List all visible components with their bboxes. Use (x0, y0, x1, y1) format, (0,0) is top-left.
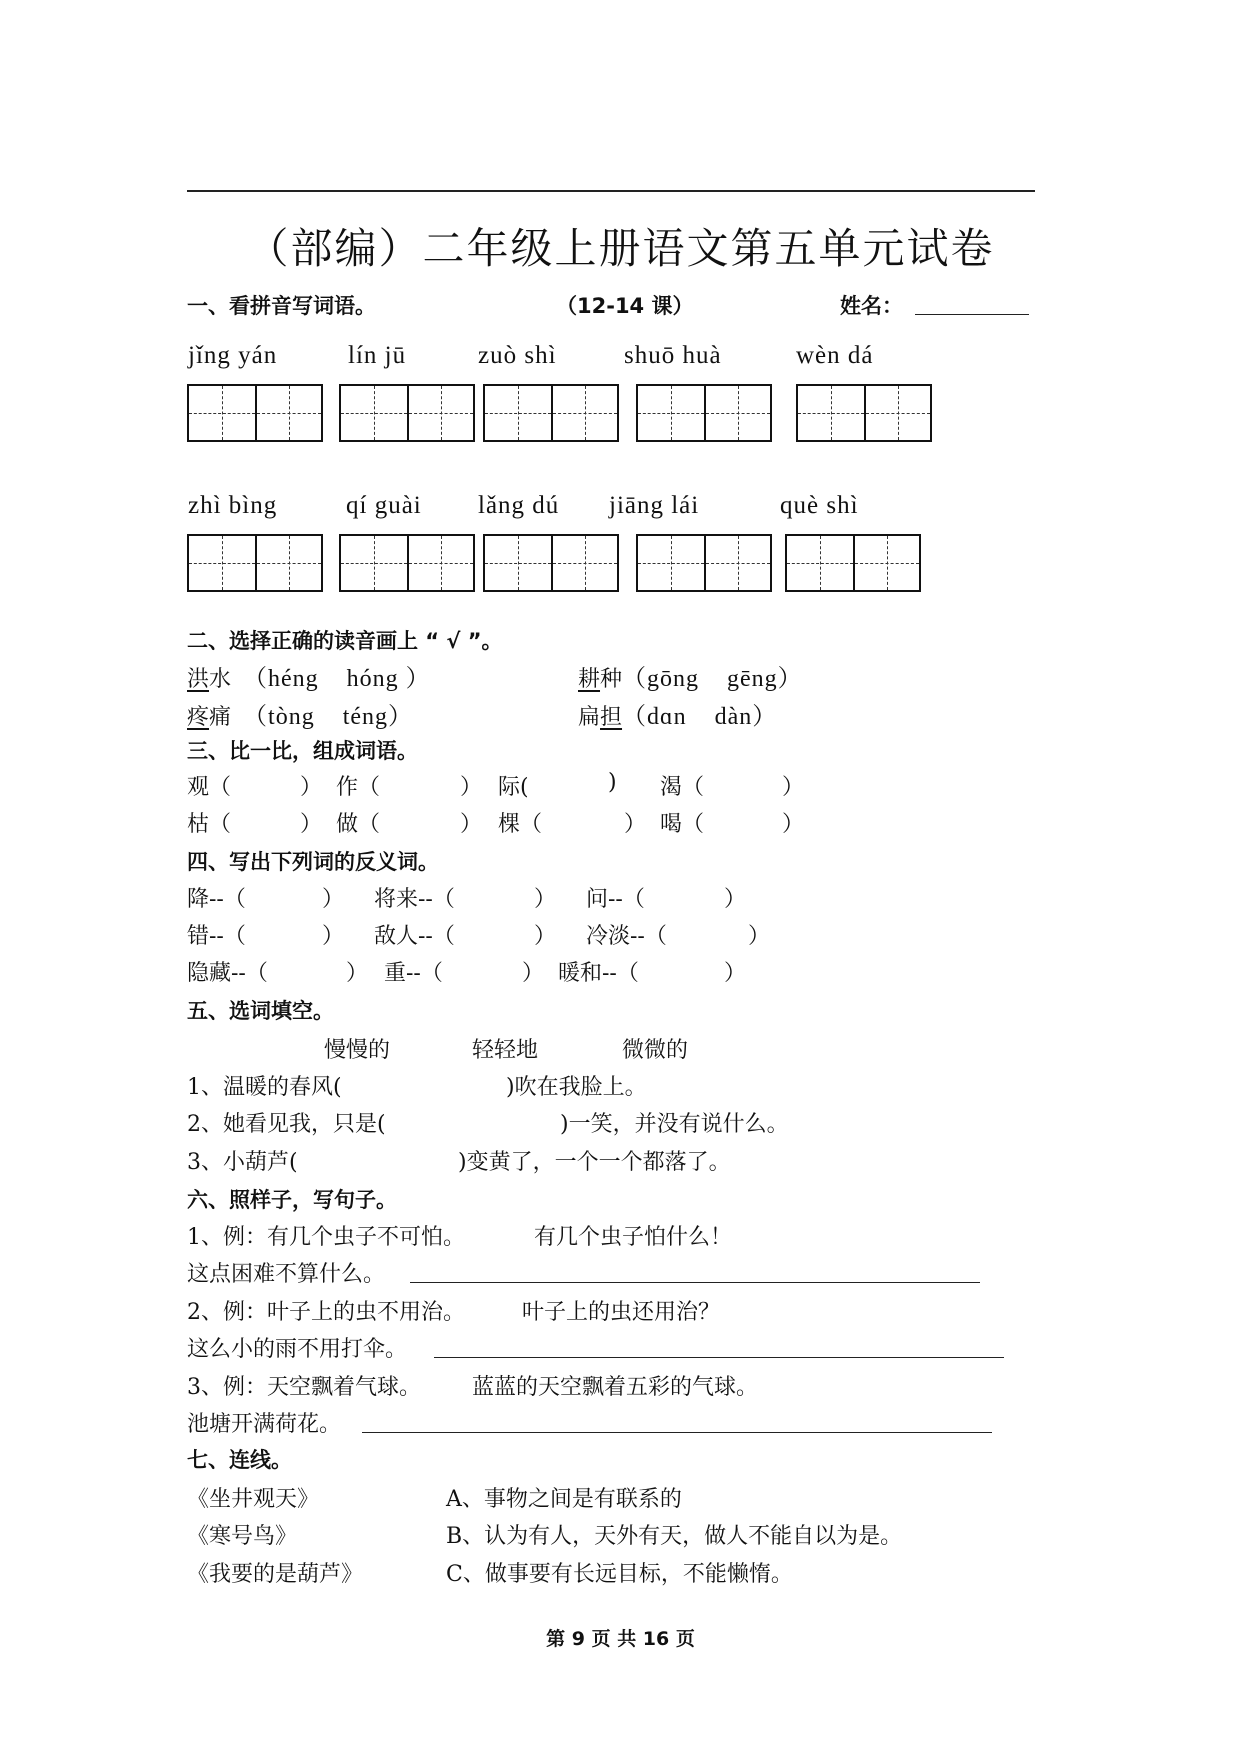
example-sentence: 2、例：叶子上的虫不用治。 (187, 1300, 465, 1325)
antonym-item: ） (322, 887, 345, 912)
example-sentence: 蓝蓝的天空飘着五彩的气球。 (472, 1375, 759, 1400)
writing-grid[interactable] (636, 384, 772, 442)
antonym-item: 冷淡--（ (586, 924, 667, 949)
antonym-item: 降--（ (187, 887, 246, 912)
compare-item: ） (624, 812, 647, 837)
pinyin: qí guài (346, 492, 422, 519)
pinyin: jiāng lái (609, 492, 700, 519)
compare-item: ） (782, 775, 805, 800)
task-sentence: 这么小的雨不用打伞。 (187, 1337, 408, 1362)
compare-item: 渴（ (660, 775, 705, 800)
fill-question: )一笑，并没有说什么。 (560, 1112, 789, 1137)
answer-line[interactable] (434, 1357, 1004, 1358)
story-title[interactable]: 《坐井观天》 (187, 1487, 320, 1512)
moral-option[interactable]: C、做事要有长远目标，不能懒惰。 (446, 1562, 793, 1587)
writing-grid[interactable] (339, 384, 475, 442)
story-title[interactable]: 《我要的是葫芦》 (187, 1562, 364, 1587)
pinyin: què shì (780, 492, 859, 519)
antonym-item: ） (534, 887, 557, 912)
writing-grid[interactable] (636, 534, 772, 592)
section5-heading: 五、选词填空。 (187, 999, 334, 1023)
antonym-item: ） (724, 961, 747, 986)
fill-question: 3、小葫芦( (187, 1150, 298, 1175)
target-char: 疼 (187, 705, 210, 730)
word-choice: 微微的 (622, 1038, 689, 1063)
lessons-label: （12-14 课） (556, 294, 694, 318)
rest-char: 痛 (209, 705, 232, 730)
reading-item (187, 658, 431, 693)
compare-item: ） (460, 812, 483, 837)
answer-line[interactable] (410, 1282, 980, 1283)
compare-item: ) (608, 770, 617, 795)
writing-grid[interactable] (483, 534, 619, 592)
pinyin: shuō huà (624, 342, 722, 369)
example-sentence: 叶子上的虫还用治？ (522, 1300, 721, 1325)
antonym-item: 重--（ (384, 961, 443, 986)
section3-heading: 三、比一比，组成词语。 (187, 739, 418, 763)
antonym-item: ） (748, 924, 771, 949)
writing-grid[interactable] (483, 384, 619, 442)
pinyin-options[interactable]: （dɑn dàn） (622, 704, 778, 730)
antonym-item: ） (522, 961, 545, 986)
compare-item: 做（ (336, 812, 381, 837)
compare-item: ） (782, 812, 805, 837)
example-sentence: 有几个虫子怕什么！ (534, 1225, 733, 1250)
word-choice: 慢慢的 (324, 1038, 391, 1063)
reading-item (187, 696, 413, 731)
top-rule (187, 190, 1035, 192)
target-char: 洪 (187, 667, 210, 692)
pinyin-options[interactable]: （gōng gēng） (622, 666, 803, 692)
target-char: 耕 (578, 667, 601, 692)
compare-item: 棵（ (498, 812, 543, 837)
fill-question: )吹在我脸上。 (506, 1075, 647, 1100)
pinyin-options[interactable]: （tòng téng） (243, 704, 414, 730)
compare-item: 作（ (336, 775, 381, 800)
pinyin: lín jū (348, 342, 407, 369)
compare-item: 喝（ (660, 812, 705, 837)
writing-grid[interactable] (796, 384, 932, 442)
rest-char: 水 (209, 667, 232, 692)
compare-item: 枯（ (187, 812, 232, 837)
page-title: （部编）二年级上册语文第五单元试卷 (246, 224, 995, 273)
writing-grid[interactable] (785, 534, 921, 592)
moral-option[interactable]: A、事物之间是有联系的 (446, 1487, 682, 1512)
story-title[interactable]: 《寒号鸟》 (187, 1524, 298, 1549)
example-sentence: 3、例：天空飘着气球。 (187, 1375, 421, 1400)
section6-heading: 六、照样子，写句子。 (187, 1188, 397, 1212)
writing-grid[interactable] (187, 534, 323, 592)
antonym-item: 隐藏--（ (187, 961, 268, 986)
reading-item (578, 658, 803, 693)
task-sentence: 这点困难不算什么。 (187, 1262, 386, 1287)
rest-char: 种 (600, 667, 623, 692)
rest-char: 扁 (578, 705, 601, 730)
pinyin-options[interactable]: （héng hóng ） (243, 666, 431, 692)
reading-item (578, 696, 777, 731)
compare-item: 观（ (187, 775, 232, 800)
answer-line[interactable] (362, 1432, 992, 1433)
section1-heading: 一、看拼音写词语。 (187, 294, 376, 318)
compare-item: 际( (498, 775, 529, 800)
task-sentence: 池塘开满荷花。 (187, 1412, 342, 1437)
compare-item: ） (300, 775, 323, 800)
antonym-item: ） (534, 924, 557, 949)
antonym-item: ） (322, 924, 345, 949)
pinyin: wèn dá (796, 342, 874, 369)
pinyin: zuò shì (478, 342, 557, 369)
antonym-item: 暖和--（ (558, 961, 639, 986)
section7-heading: 七、连线。 (187, 1448, 292, 1472)
antonym-item: 敌人--（ (374, 924, 455, 949)
pinyin: jǐng yán (188, 342, 278, 369)
word-choice: 轻轻地 (472, 1038, 539, 1063)
compare-item: ） (300, 812, 323, 837)
section2-heading: 二、选择正确的读音画上 “ √ ”。 (187, 629, 503, 653)
antonym-item: 问--（ (586, 887, 645, 912)
page-footer: 第 9 页 共 16 页 (546, 1628, 695, 1650)
antonym-item: ） (724, 887, 747, 912)
name-blank[interactable] (915, 314, 1029, 315)
writing-grid[interactable] (339, 534, 475, 592)
fill-question: )变黄了，一个一个都落了。 (458, 1150, 731, 1175)
antonym-item: ） (346, 961, 369, 986)
moral-option[interactable]: B、认为有人，天外有天，做人不能自以为是。 (446, 1524, 903, 1549)
section4-heading: 四、写出下列词的反义词。 (187, 850, 439, 874)
compare-item: ） (460, 775, 483, 800)
target-char: 担 (600, 705, 623, 730)
pinyin: zhì bìng (188, 492, 278, 519)
name-label: 姓名： (840, 294, 903, 318)
example-sentence: 1、例：有几个虫子不可怕。 (187, 1225, 465, 1250)
writing-grid[interactable] (187, 384, 323, 442)
fill-question: 2、她看见我，只是( (187, 1112, 386, 1137)
antonym-item: 错--（ (187, 924, 246, 949)
fill-question: 1、温暖的春风( (187, 1075, 342, 1100)
pinyin: lǎng dú (478, 492, 560, 519)
antonym-item: 将来--（ (374, 887, 455, 912)
